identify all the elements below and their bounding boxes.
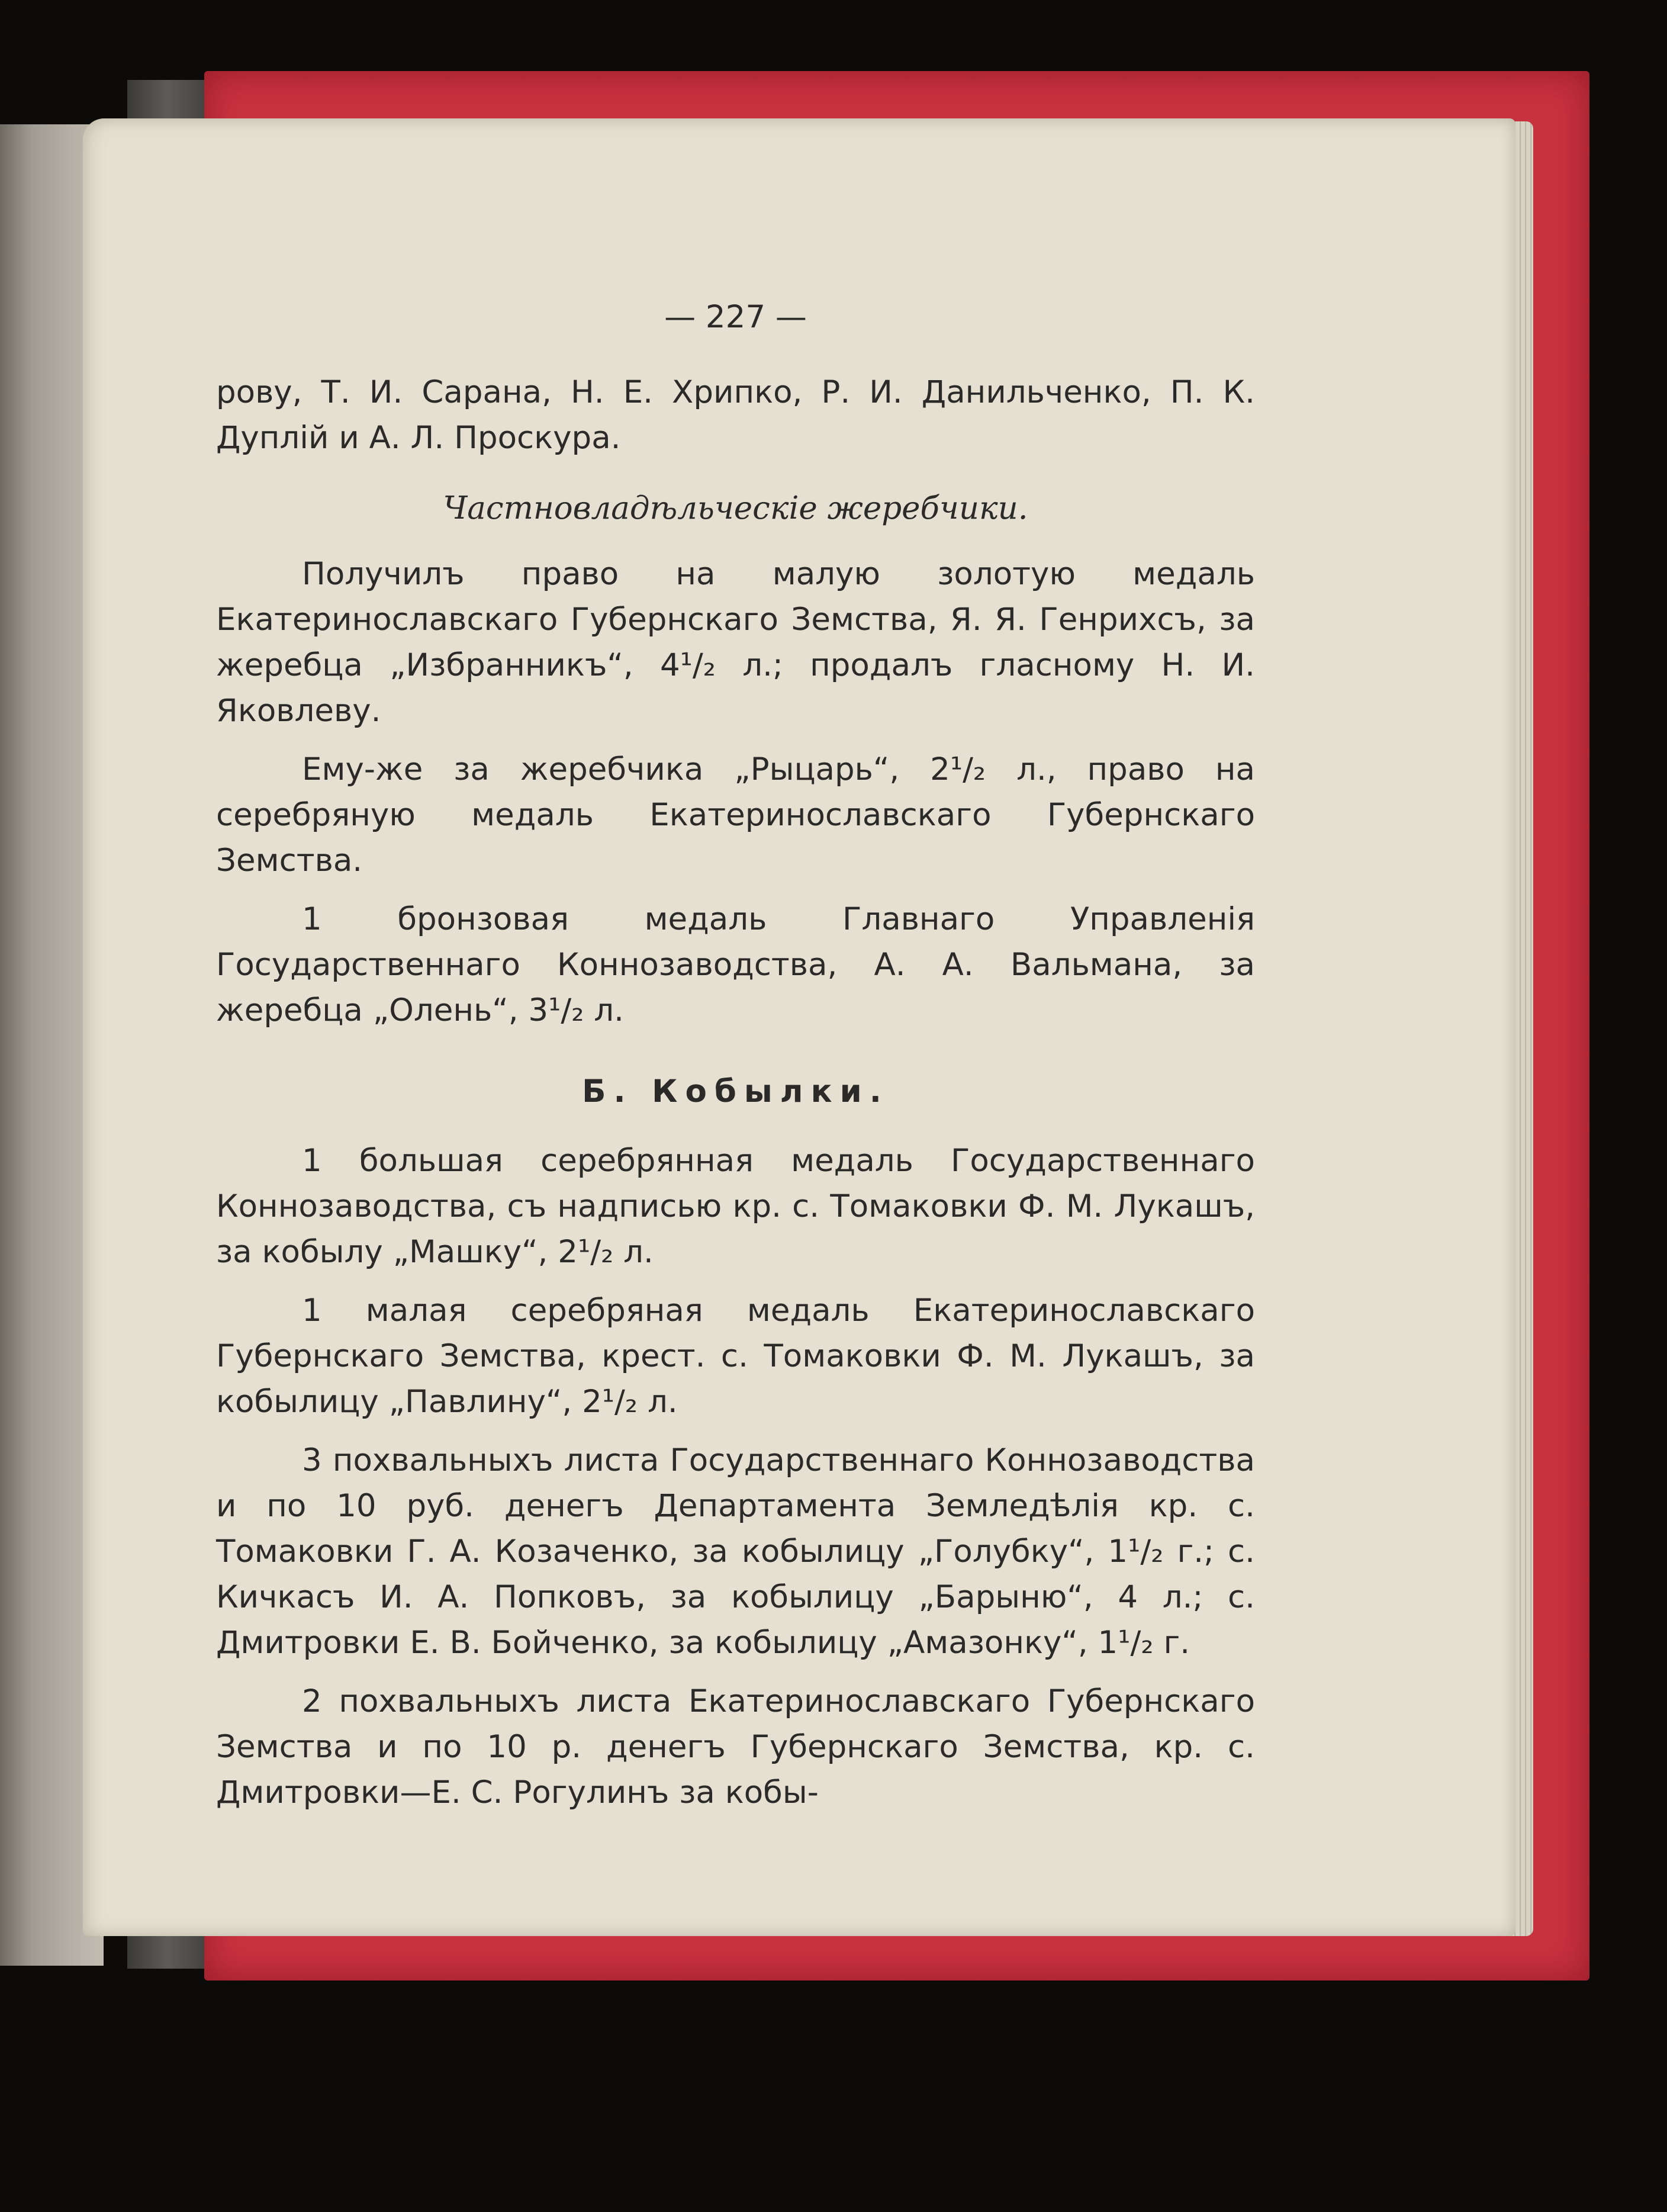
paragraph-6: 3 похвальныхъ листа Государственнаго Коннозаводства и по 10 руб. денегъ Департамента Земледѣлія кр. с. Томаковки Г. А. Козаченко, за кобылицу „Голубку“, 1¹/₂ г.; с. Кичкасъ И. А. Попковъ, за кобылицу „Барыню“, 4 л.; с. Дмитровки Е. В. Бойченко, за кобылицу „Амазонку“, 1¹/₂ г. — [216, 1442, 1255, 1661]
continuation-paragraph: рову, Т. И. Сарана, Н. Е. Хрипко, Р. И. Данильченко, П. К. Дуплій и А. Л. Проскура. — [216, 374, 1255, 456]
paragraph-5: 1 малая серебряная медаль Екатеринославскаго Губернскаго Земства, крест. с. Томаковки Ф. М. Лукашъ, за кобылицу „Павлину“, 2¹/₂ л. — [216, 1293, 1255, 1420]
page-text — [216, 299, 1255, 1815]
page-number: — 227 — — [664, 299, 807, 335]
paragraph-1: Получилъ право на малую золотую медаль Екатеринославскаго Губернскаго Земства, Я. Я. Генрихсъ, за жеребца „Избранникъ“, 4¹/₂ л.; продалъ гласному Н. И. Яковлеву. — [216, 556, 1255, 729]
paragraph-4: 1 большая серебрянная медаль Государственнаго Коннозаводства, съ надписью кр. с. Томаковки Ф. М. Лукашъ, за кобылу „Машку“, 2¹/₂ л. — [216, 1143, 1255, 1270]
section-heading-mares: Б. Кобылки. — [582, 1073, 889, 1110]
paragraph-7: 2 похвальныхъ листа Екатеринославскаго Губернскаго Земства и по 10 р. денегъ Губернскаго Земства, кр. с. Дмитровки—Е. С. Рогулинъ за кобы- — [216, 1683, 1255, 1811]
paragraph-2: Ему-же за жеребчика „Рыцарь“, 2¹/₂ л., право на серебряную медаль Екатеринославскаго Губернскаго Земства. — [216, 751, 1255, 879]
section-heading-private: Частновладѣльческіе жеребчики. — [443, 490, 1028, 526]
paragraph-3: 1 бронзовая медаль Главнаго Управленія Государственнаго Коннозаводства, А. А. Вальмана, за жеребца „Олень“, 3¹/₂ л. — [216, 901, 1255, 1028]
